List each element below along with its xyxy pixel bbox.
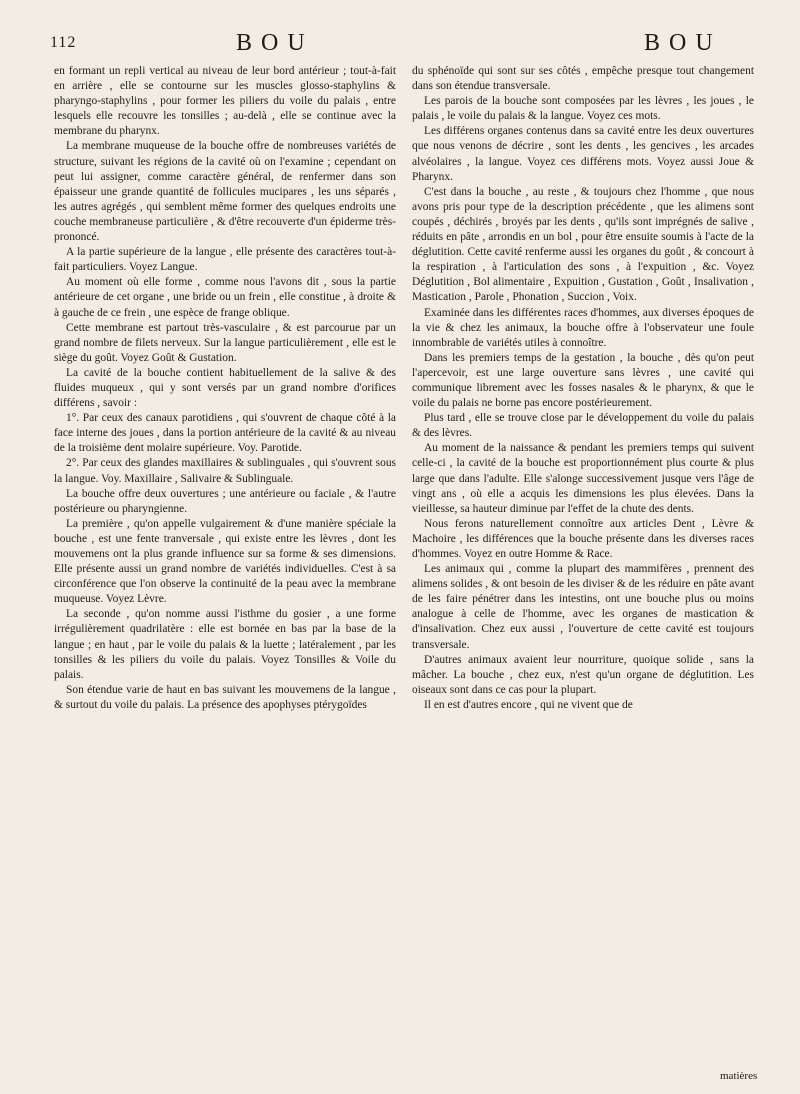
- paragraph: C'est dans la bouche , au reste , & toujours chez l'homme , que nous avons pris pour type de la description précédente , que les alimens sont coupés , déchirés , broyés par les dents , qu'ils sont imprégnés de salive , réduits en pâte , arrondis en un bol , pour être ensuite soumis à l'acte de la déglutition. Cette cavité renferme aussi les organes du goût , & concourt à la respiration , à l'articulation des sons , à l'expuition , &c. Voyez Déglutition , Bol alimentaire , Expuition , Gustation , Goût , Insalivation , Mastication , Parole , Phonation , Succion , Voix.: [412, 185, 754, 304]
- running-head-right: BOU: [644, 30, 722, 56]
- paragraph: D'autres animaux avaient leur nourriture, quoique solide , sans la mâcher. La bouche , chez eux, n'est qu'un organe de déglutition. Les oiseaux sont dans ce cas pour la plupart.: [412, 653, 754, 696]
- paragraph: Nous ferons naturellement connoître aux articles Dent , Lèvre & Machoire , les différences que la bouche présente dans les diverses races d'hommes. Voyez en outre Homme & Race.: [412, 517, 754, 560]
- paragraph: Les animaux qui , comme la plupart des mammifères , prennent des alimens solides , & ont besoin de les diviser & de les réduire en pâte avant de les faire pénétrer dans les intestins, ont une bouche plus ou moins analogue à celle de l'homme, avec les organes de mastication & d'insalivation. Chez eux aussi , l'ouverture de cette cavité est toujours transversale.: [412, 563, 754, 651]
- paragraph: Les différens organes contenus dans sa cavité entre les deux ouvertures que nous venons de décrire , sont les dents , les gencives , les arcades alvéolaires , la langue. Voyez ces différens mots. Voyez aussi Joue & Pharynx.: [412, 125, 754, 183]
- paragraph: 2°. Par ceux des glandes maxillaires & sublinguales , qui s'ouvrent sous la langue. Voy. Maxillaire , Salivaire & Sublinguale.: [54, 457, 396, 485]
- left-column: [54, 64, 396, 713]
- paragraph: Son étendue varie de haut en bas suivant les mouvemens de la langue , & surtout du voile du palais. La présence des apophyses ptérygoïdes: [54, 683, 396, 711]
- paragraph: Plus tard , elle se trouve close par le développement du voile du palais & des lèvres.: [412, 412, 754, 440]
- paragraph: Au moment où elle forme , comme nous l'avons dit , sous la partie antérieure de cet organe , une bride ou un frein , elle constitue , à droite & à gauche de ce frein , une espèce de frange oblique.: [54, 276, 396, 319]
- paragraph: 1°. Par ceux des canaux parotidiens , qui s'ouvrent de chaque côté à la face interne des joues , dans la portion antérieure de la cavité & au niveau de la troisième dent molaire supérieure. Voy. Parotide.: [54, 412, 396, 455]
- page-header: [38, 30, 764, 60]
- page-number: 112: [50, 34, 77, 51]
- paragraph: Il en est d'autres encore , qui ne vivent que de: [424, 698, 633, 711]
- paragraph: Examinée dans les différentes races d'hommes, aux diverses époques de la vie & chez les animaux, la bouche offre à l'observateur une foule innombrable de variétés utiles à connoître.: [412, 306, 754, 349]
- paragraph: Au moment de la naissance & pendant les premiers temps qui suivent celle-ci , la cavité de la bouche est proportionnément plus courte & plus large que dans l'adulte. Elle s'alonge successivement jusque vers l'âge de vingt ans , où elle a acquis les dimensions les plus élevées. Dans la vieillesse, sa hauteur diminue par l'effet de la chute des dents.: [412, 442, 754, 515]
- paragraph: La membrane muqueuse de la bouche offre de nombreuses variétés de structure, suivant les régions de la cavité où on l'examine ; cependant on peut lui assigner, comme caractère général, de renfermer dans son épaisseur une grande quantité de follicules mucipares , les uns séparés , les autres agrégés , qui semblent même former des quelques endroits une couche membraneuse particulière , & d'être recouverte d'un épiderme très-prononcé.: [54, 140, 396, 244]
- paragraph: La seconde , qu'on nomme aussi l'isthme du gosier , a une forme irrégulièrement quadrilatère : elle est bornée en bas par la base de la langue ; en haut , par le voile du palais & la luette ; latéralement , par les tonsilles & les piliers du voile du palais. Voyez Tonsilles & Voile du palais.: [54, 608, 396, 681]
- paragraph: A la partie supérieure de la langue , elle présente des caractères tout-à-fait particuliers. Voyez Langue.: [54, 246, 396, 274]
- paragraph: du sphénoïde qui sont sur ses côtés , empêche presque tout changement dans son étendue transversale.: [412, 65, 754, 93]
- catchword: matières: [720, 1070, 758, 1082]
- paragraph: La première , qu'on appelle vulgairement & d'une manière spéciale la bouche , est une fente tranversale , qui existe entre les lèvres , dont les mouvemens ont la plus grande influence sur sa forme & ses dimensions. Elle présente aussi un grand nombre de variétés individuelles. C'est à sa circonférence que l'on observe la continuité de la peau avec la membrane muqueuse. Voyez Lèvre.: [54, 517, 396, 606]
- right-column: [412, 64, 754, 713]
- paragraph: Les parois de la bouche sont composées par les lèvres , les joues , le palais , le voile du palais & la langue. Voyez ces mots.: [412, 95, 754, 123]
- paragraph: Dans les premiers temps de la gestation , la bouche , dès qu'on peut l'apercevoir, est une large ouverture sans lèvres , une cavité qui communique librement avec les fosses nasales & le pharynx, & que le voile du palais ne borne pas encore postérieurement.: [412, 351, 754, 410]
- running-head-left: BOU: [236, 30, 314, 56]
- paragraph: La bouche offre deux ouvertures ; une antérieure ou faciale , & l'autre postérieure ou pharyngienne.: [54, 487, 396, 515]
- paragraph: Cette membrane est partout très-vasculaire , & est parcourue par un grand nombre de filets nerveux. Sur la langue particulièrement , elle est le siège du goût. Voyez Goût & Gustation.: [54, 321, 396, 364]
- paragraph: en formant un repli vertical au niveau de leur bord antérieur ; tout-à-fait en arrière , elle se contourne sur les muscles glosso-staphylins & pharyngo-staphylins , pour former les piliers du voile du palais , entre lesquels elle recouvre les tonsilles ; au-delà , elle se continue avec la membrane du pharynx.: [54, 65, 396, 138]
- paragraph: La cavité de la bouche contient habituellement de la salive & des fluides muqueux , qui y sont versés par un grand nombre d'orifices différens , savoir :: [54, 366, 396, 410]
